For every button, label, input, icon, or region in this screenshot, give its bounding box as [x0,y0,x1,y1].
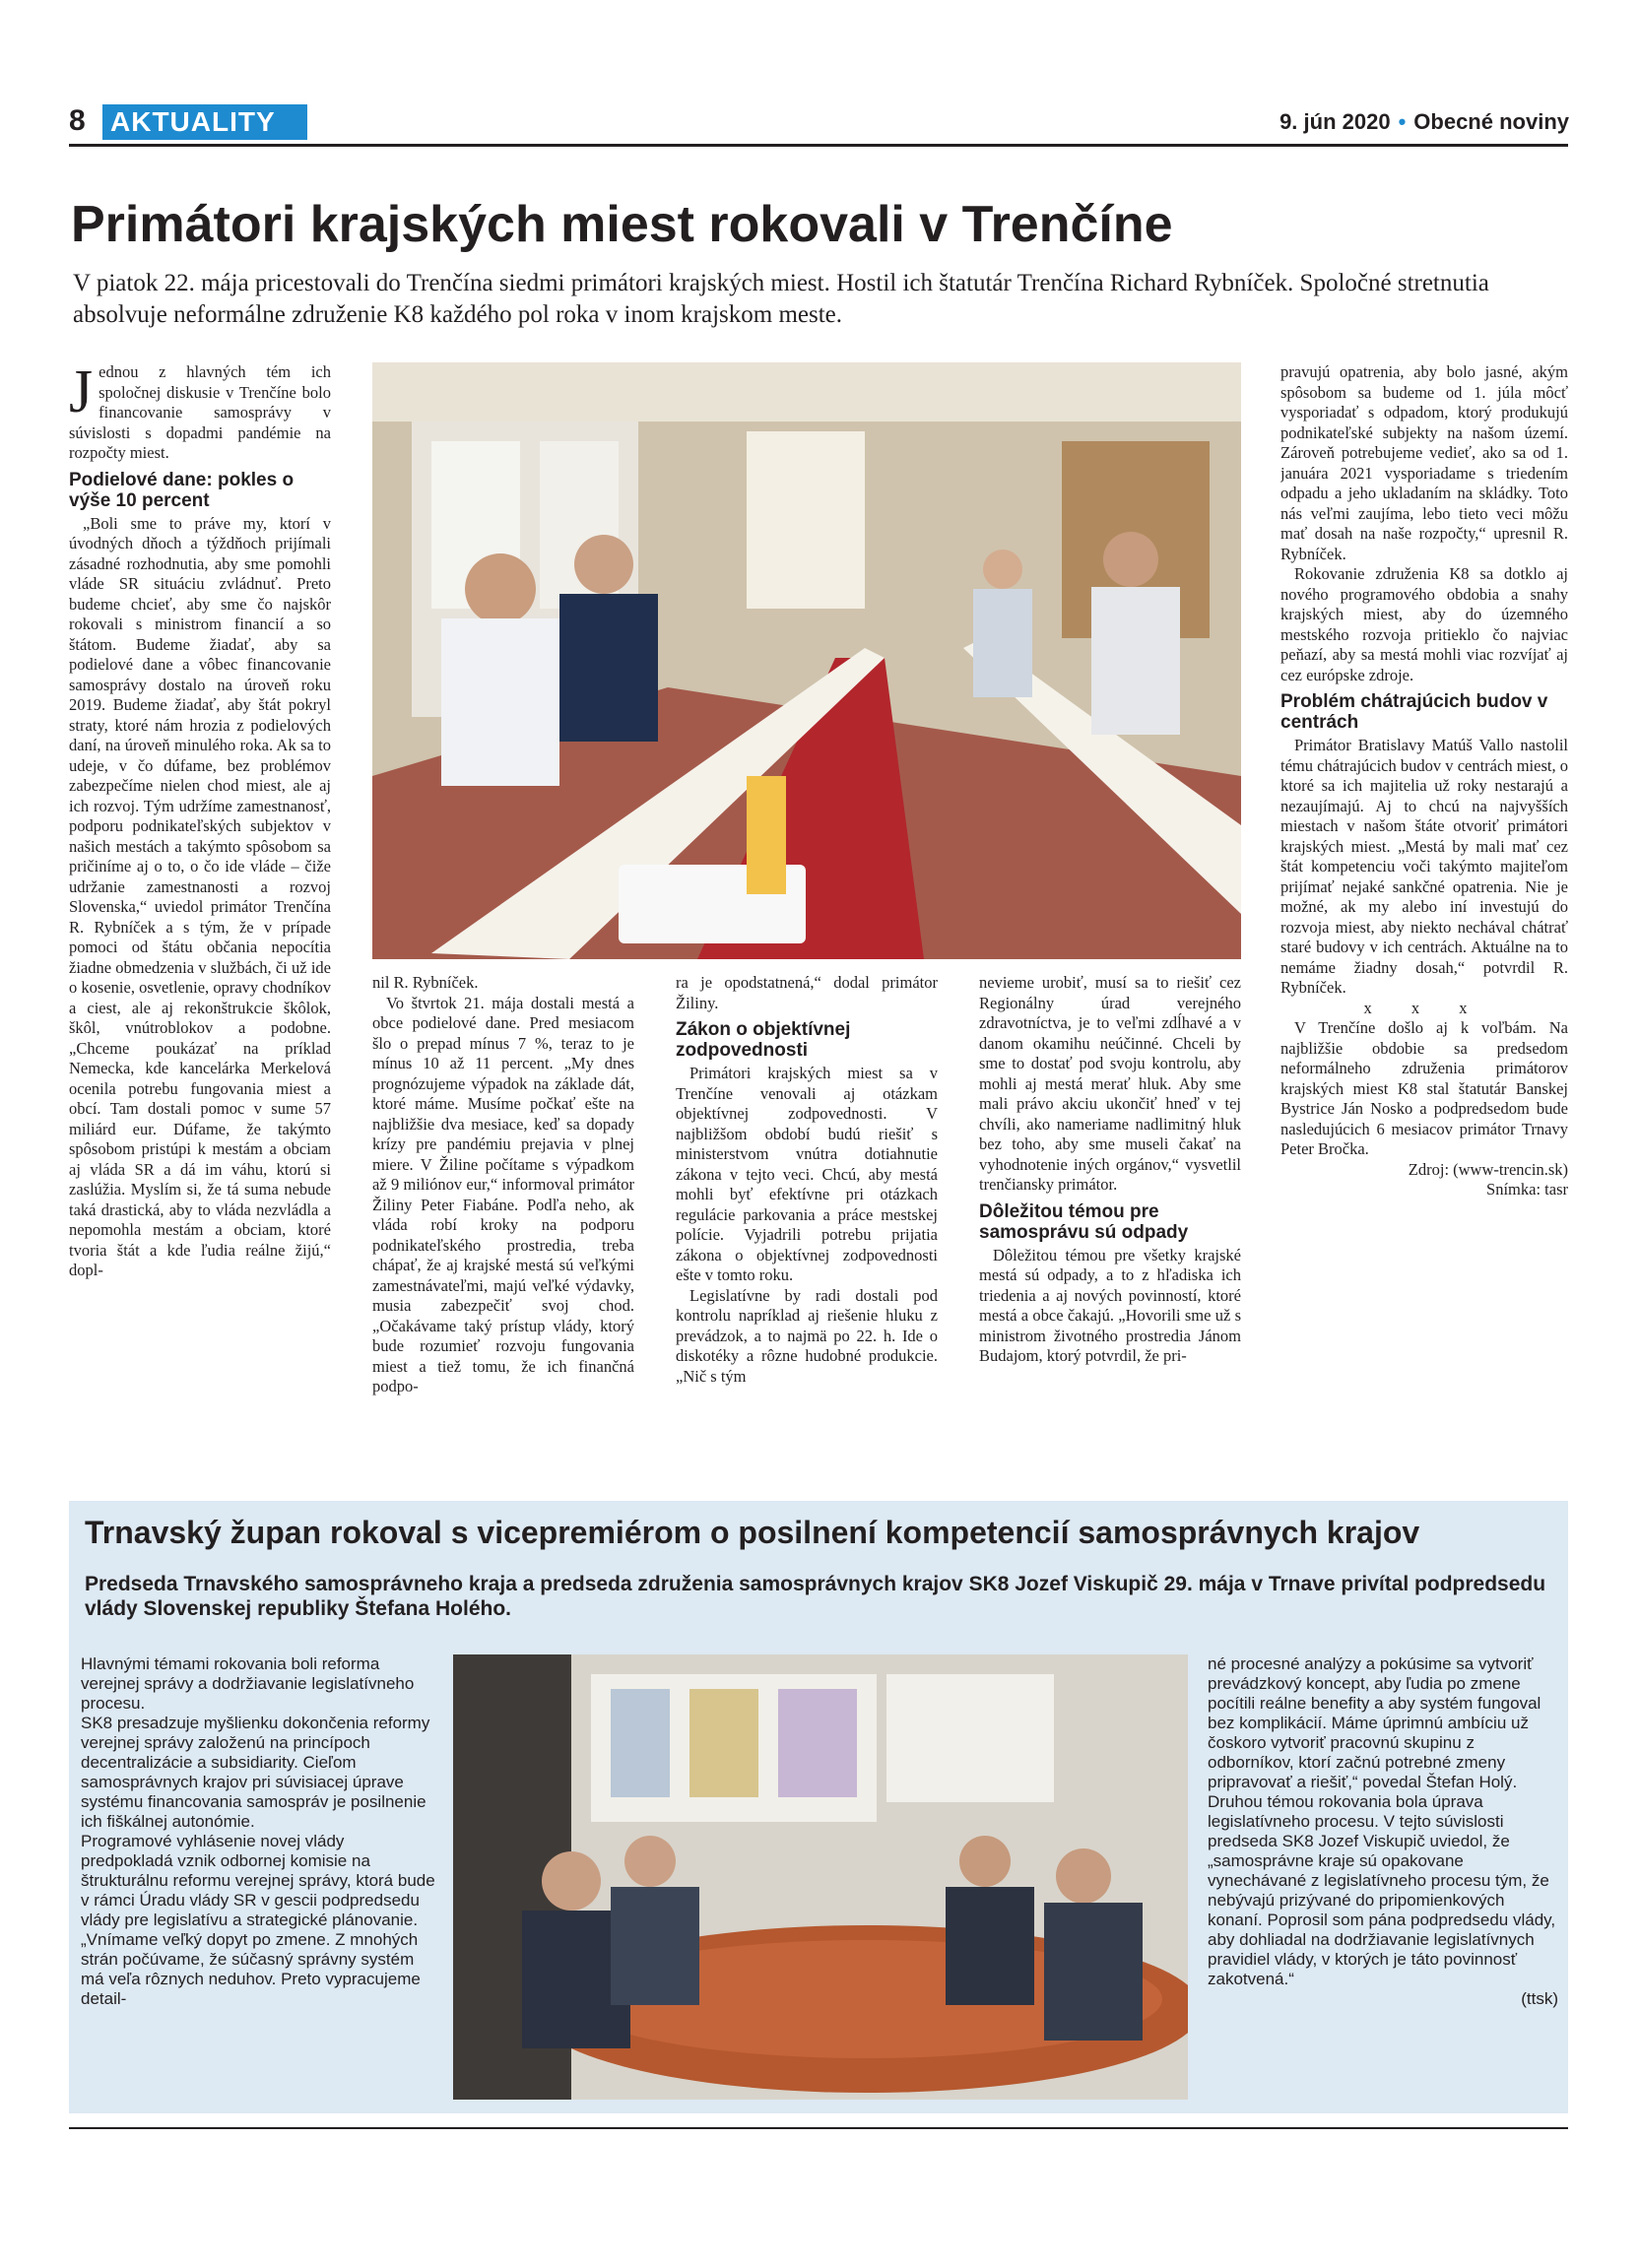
paragraph: Dôležitou témou pre všetky krajské mestá sú odpady, a to z hľadiska ich triedenia a aj nových povinností, ktoré mestá a obce čakajú. „Hovorili sme už s ministrom životného prostredia Jánom Budajom, ktorý potvrdil, že pri- [979,1245,1241,1365]
issue-info [1279,108,1569,136]
paragraph: V Trenčíne došlo aj k voľbám. Na najbližšie obdobie sa predsedom neformálneho združenia primátorov krajských miest K8 stal štatutár Banskej Bystrice Ján Nosko a podpredsedom bude nasledujúcich 6 mesiacov primátor Trnavy Peter Bročka. [1280,1018,1568,1158]
article-intro [69,362,331,464]
paragraph: pravujú opatrenia, aby bolo jasné, akým spôsobom sa budeme od 1. júla môcť vysporiadať s odpadom, ktorý produkujú podnikateľské subjekty na našom území. Zároveň potrebujeme vedieť, ako sa od 1. januára 2021 vysporiadame s triedením odpadu a jeho ukladaním na skládky. Toto nás veľmi zaujíma, lebo tieto veci môžu mať dosah na naše rozpočty,“ upresnil R. Rybníček. [1280,362,1568,563]
bullet-separator: • [1398,109,1407,134]
box-column-left [81,1654,435,2107]
article-column-2 [372,973,634,1460]
box-paragraph: SK8 presadzuje myšlienku dokončenia reformy verejnej správy založenú na princípoch decentralizácie a subsidiarity. Cieľom samosprávnych krajov pri súvisiacej úprave systému financovania samospráv je posilnenie ich fiškálnej autonómie. [81,1714,430,1831]
article-column-1 [69,362,331,1460]
intro-text: ednou z hlavných tém ich spoločnej diskusie v Trenčíne bolo financovanie samosprávy v súvislosti s dopadmi pandémie na rozpočty miest. [69,362,331,462]
paragraph: ra je opodstatnená,“ dodal primátor Žiliny. [676,973,938,1012]
box-signature: (ttsk) [1521,1989,1558,2008]
article-column-5 [1280,362,1568,1460]
page-number: 8 [69,104,86,137]
photo-credit: Snímka: tasr [1486,1180,1568,1199]
subheading: Problém chátrajúcich budov v centrách [1280,691,1548,733]
meeting-photo [372,362,1241,959]
article-column-3 [676,973,938,1460]
paragraph: nevieme urobiť, musí sa to riešiť cez Regionálny úrad verejného zdravotníctva, je to veľmi zdĺhavé a v danom okamihu neúčinné. Chceli by sme to dostať pod svoju kontrolu, aby mohli aj mestá merať hluk. Aby sme mali právo akciu ukončiť hneď v tej chvíli, ako nameriame nadlimitný hluk bez toho, aby sme museli čakať na vyhodnotenie iných orgánov,“ vysvetlil trenčiansky primátor. [979,973,1241,1194]
header-rule [69,144,1568,147]
box-paragraph: Programové vyhlásenie novej vlády predpokladá vznik odbornej komisie na štrukturálnu reformu verejnej správy, ktorá bude v rámci Úradu vlády SR v gescii podpredsedu vlády pre legislatívu a strategické plánovanie. [81,1832,435,1929]
subheading: Podielové dane: pokles o výše 10 percent [69,469,295,511]
box-title: Trnavský župan rokoval s vicepremiérom o posilnení kompetencií samosprávnych krajov [85,1515,1420,1550]
paragraph: Primátor Bratislavy Matúš Vallo nastolil tému chátrajúcich budov v centrách miest, o ktoré sa ich majitelia už roky nestarajú a nezaujímajú. Aj to chcú na najvyšších miestach v našom štáte otvoriť primátori krajských miest. „Mestá by mali mať cez štát kompetenciu voči takýmto majiteľom prijímať nejaké sankčné opatrenia. Nie je možné, ak my alebo iní investujú do rozvoja miest, aby niekto nechával chátrať staré budovy v ich centrách. Aktuálne na to nemáme žiadny dosah,“ potvrdil R. Rybníček. [1280,736,1568,997]
box-paragraph: Hlavnými témami rokovania boli reforma verejnej správy a dodržiavanie legislatívneho procesu. [81,1654,415,1713]
source-credit: Zdroj: (www-trencin.sk) [1408,1159,1568,1179]
box-meeting-photo [453,1654,1188,2100]
paragraph: „Boli sme to práve my, ktorí v úvodných dňoch a týždňoch prijímali zásadné rozhodnutia, aby sme pomohli vláde SR situáciu zvládnuť. Preto budeme chcieť, aby sme čo najskôr rokovali s ministrom financií a so štátom. Budeme žiadať, aby sa podielové dane a vôbec financovanie samosprávy dostalo na úroveň roku 2019. Budeme žiadať, aby štát pokryl straty, ktoré nám hrozia z podielových daní, na úroveň minulého roka. Ak sa to udeje, v čo dúfame, bez problémov zabezpečíme nielen chod miest, ale aj ich rozvoj. Tým udržíme zamestnanosť, podporu podnikateľských subjektov v našich mestách a takýmto spôsobom sa pričiníme aj o to, o čo ide vláde – čiže udržanie zamestnanosti a rozvoj Slovenska,“ uviedol primátor Trenčína R. Rybníček a s tým, že v prípade pomoci od štátu občania nepocítia žiadne obmedzenia v službách, či už ide o kosenie, osvetlenie, opravy chodníkov a ciest, ale aj rekonštrukcie škôlok, škôl, vnútroblokov a podobne. „Chceme poukázať na príklad Nemecka, kde kancelárka Merkelová ocenila potrebu fungovania miest a obcí. Tam dostali pomoc v sume 57 miliárd eur. Dúfame, že takýmto spôsobom pristúpi k mestám a obciam aj vláda SR a dá im váhu, ktorú si zaslúžia. Myslím si, že tá suma nebude taká drastická, aby to vláda nezvládla a nepomohla mestám a obciam, ktoré tvoria štát a kde ľudia reálne žijú,“ dopl- [69,513,331,1279]
section-label: AKTUALITY [102,104,307,140]
issue-date: 9. jún 2020 [1279,109,1391,134]
paragraph: Rokovanie združenia K8 sa dotklo aj nového programového obdobia a snahy krajských miest, aby do územného mestského rozvoja pritieklo čo najviac peňazí, aby sa mestá mohli viac rozvíjať aj cez európske zdroje. [1280,564,1568,684]
article-lead: V piatok 22. mája pricestovali do Trenčína siedmi primátori krajských miest. Hostil ich štatutár Trenčína Richard Rybníček. Spoločné stretnutia absolvuje neformálne združenie K8 každého pol roka v inom krajskom meste. [73,270,1489,328]
paragraph: Vo štvrtok 21. mája dostali mestá a obce podielové dane. Pred mesiacom šlo o prepad mínus 7 %, teraz to je mínus 10 až 11 percent. „My dnes prognózujeme výpadok na základe dát, ktoré máme. Musíme počkať ešte na najbližšie dva mesiace, keď sa dopady krízy pre pandémiu prejavia v plnej miere. V Žiline počítame s výpadkom až 9 miliónov eur,“ informoval primátor Žiliny Peter Fiabáne. Podľa neho, ak vláda robí kroky na podporu podnikateľského prostredia, treba chápať, že aj krajské mestá sú veľkými zamestnávateľmi, majú veľké výdavky, musia zabezpečiť svoj chod. „Očakávame taký prístup vlády, ktorý bude rozumieť rozvoju fungovania miest a tiež tomu, že ich finančná podpo- [372,993,634,1395]
box-paragraph: Druhou témou rokovania bola úprava legislatívneho procesu. V tejto súvislosti predseda SK8 Jozef Viskupič uviedol, že „samosprávne kraje sú opakovane vynechávané z legislatívneho procesu tým, že nebývajú prizývané do pripomienkových konaní. Poprosil som pána podpredsedu vlády, aby dohliadal na dodržiavanie legislatívnych pravidiel vlády, v ktorých je táto povinnosť zakotvená.“ [1208,1792,1556,1988]
paragraph: Legislatívne by radi dostali pod kontrolu napríklad aj riešenie hluku z prevádzok, a to najmä po 22. h. Ide o diskotéky a rôzne hudobné produkcie. „Nič s tým [676,1285,938,1386]
paragraph: nil R. Rybníček. [372,973,479,992]
separator: x x x [1363,998,1485,1017]
box-paragraph: né procesné analýzy a pokúsime sa vytvoriť prevádzkový koncept, aby ľudia po zmene pocítili reálne benefity a aby systém fungoval bez komplikácií. Máme úprimnú ambíciu už čoskoro vytvoriť pracovnú skupinu z odborníkov, ktorí začnú potrebné zmeny pripravovať a riešiť,“ povedal Štefan Holý. [1208,1654,1542,1791]
box-column-right [1208,1654,1558,2107]
footer-rule [69,2127,1568,2129]
paragraph: Primátori krajských miest sa v Trenčíne venovali aj otázkam objektívnej zodpovednosti. V najbližšom období budú riešiť s ministerstvom vnútra dotiahnutie zákona v tejto veci. Chcú, aby mestá mohli byť efektívne pri otázkach regulácie parkovania a práce mestskej polície. Vyjadrili potrebu prijatia zákona o objektívnej zodpovednosti ešte v tomto roku. [676,1064,938,1284]
box-lead: Predseda Trnavského samosprávneho kraja a predseda združenia samosprávnych krajov SK8 Jozef Viskupič 29. mája v Trnave privítal podpredsedu vlády Slovenskej republiky Štefana Holého. [85,1573,1546,1620]
article-title: Primátori krajských miest rokovali v Trenčíne [71,196,1173,253]
subheading: Zákon o objektívnej zodpovednosti [676,1019,851,1061]
subheading: Dôležitou témou pre samosprávu sú odpady [979,1200,1189,1243]
article-column-4 [979,973,1241,1460]
publication-name: Obecné noviny [1413,109,1569,134]
box-paragraph: „Vnímame veľký dopyt po zmene. Z mnohých strán počúvame, že súčasný správny systém má veľa rôznych neduhov. Preto vypracujeme detail- [81,1930,421,2008]
dropcap: J [69,362,94,425]
